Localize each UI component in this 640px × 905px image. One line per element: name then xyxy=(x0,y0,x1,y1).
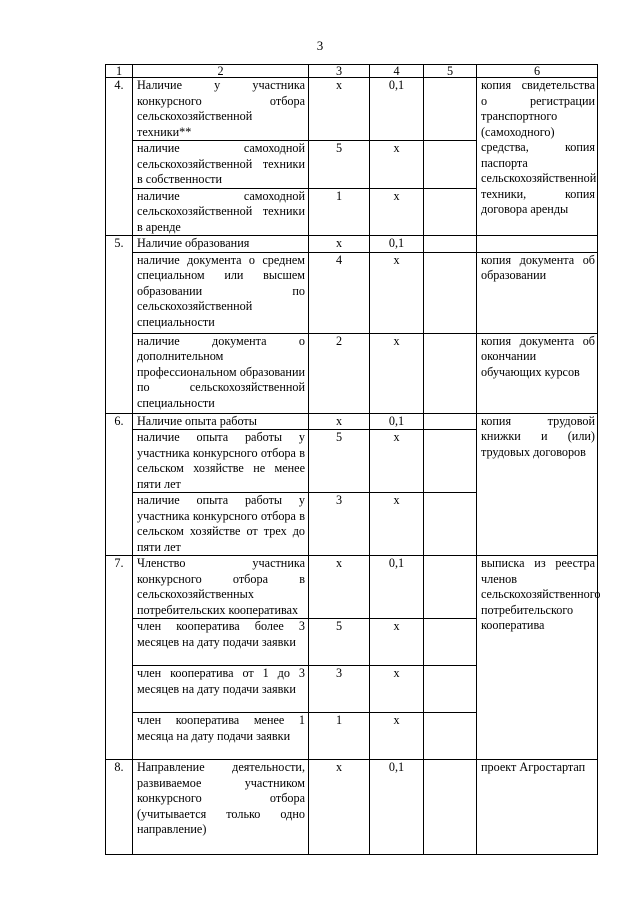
points-cell: 3 xyxy=(309,493,370,556)
criterion-cell: член кооператива более 3 месяцев на дату подачи заявки xyxy=(133,619,309,666)
score-cell xyxy=(424,760,477,855)
header-cell-1: 1 xyxy=(106,65,133,78)
criterion-cell: Членство участника конкурсного отбора в сельскохозяйственных потребительских кооперативах xyxy=(133,556,309,619)
coefficient-cell: х xyxy=(370,141,424,189)
documents-cell: копия документа об окончании обучающих курсов xyxy=(477,333,598,413)
documents-cell: копия свидетельства о регистрации транспортного (самоходного) средства, копия паспорта сельскохозяйственной техники, копия договора аренды xyxy=(477,78,598,236)
table-row xyxy=(106,236,598,253)
criteria-table xyxy=(105,64,601,855)
table-row xyxy=(106,556,598,619)
coefficient-cell: х xyxy=(370,713,424,760)
coefficient-cell: х xyxy=(370,493,424,556)
criterion-cell: Наличие образования xyxy=(133,236,309,253)
score-cell xyxy=(424,141,477,189)
score-cell xyxy=(424,188,477,236)
header-cell-2: 2 xyxy=(133,65,309,78)
coefficient-cell: х xyxy=(370,252,424,333)
row-number: 6. xyxy=(106,413,133,556)
table-row xyxy=(106,760,598,855)
criterion-cell: Наличие опыта работы xyxy=(133,413,309,430)
criterion-cell: наличие документа о среднем специальном или высшем образовании по сельскохозяйственной специальности xyxy=(133,252,309,333)
table-row xyxy=(106,333,598,413)
points-cell: х xyxy=(309,556,370,619)
score-cell xyxy=(424,713,477,760)
coefficient-cell: х xyxy=(370,619,424,666)
criterion-cell: наличие самоходной сельскохозяйственной техники в собственности xyxy=(133,141,309,189)
score-cell xyxy=(424,78,477,141)
documents-cell: проект Агростартап xyxy=(477,760,598,855)
points-cell: 5 xyxy=(309,141,370,189)
criterion-cell: наличие опыта работы у участника конкурсного отбора в сельском хозяйстве не менее пяти лет xyxy=(133,430,309,493)
documents-cell: выписка из реестра членов сельскохозяйственного потребительского кооператива xyxy=(477,556,598,760)
documents-cell xyxy=(477,236,598,253)
coefficient-cell: 0,1 xyxy=(370,760,424,855)
score-cell xyxy=(424,236,477,253)
criterion-cell: член кооператива от 1 до 3 месяцев на дату подачи заявки xyxy=(133,666,309,713)
coefficient-cell: 0,1 xyxy=(370,236,424,253)
criterion-cell: Направление деятельности, развиваемое участником конкурсного отбора (учитывается только одно направление) xyxy=(133,760,309,855)
table-row xyxy=(106,78,598,141)
points-cell: х xyxy=(309,413,370,430)
points-cell: 1 xyxy=(309,188,370,236)
coefficient-cell: 0,1 xyxy=(370,413,424,430)
points-cell: 5 xyxy=(309,619,370,666)
row-number: 7. xyxy=(106,556,133,760)
score-cell xyxy=(424,252,477,333)
points-cell: 3 xyxy=(309,666,370,713)
score-cell xyxy=(424,666,477,713)
documents-cell: копия трудовой книжки и (или) трудовых договоров xyxy=(477,413,598,556)
header-cell-4: 4 xyxy=(370,65,424,78)
criterion-cell: наличие самоходной сельскохозяйственной техники в аренде xyxy=(133,188,309,236)
documents-cell: копия документа об образовании xyxy=(477,252,598,333)
coefficient-cell: х xyxy=(370,430,424,493)
points-cell: х xyxy=(309,78,370,141)
points-cell: х xyxy=(309,236,370,253)
score-cell xyxy=(424,430,477,493)
score-cell xyxy=(424,333,477,413)
score-cell xyxy=(424,413,477,430)
row-number: 4. xyxy=(106,78,133,236)
page-number: 3 xyxy=(316,38,324,53)
criterion-cell: член кооператива менее 1 месяца на дату подачи заявки xyxy=(133,713,309,760)
score-cell xyxy=(424,556,477,619)
coefficient-cell: х xyxy=(370,666,424,713)
table-row xyxy=(106,413,598,430)
points-cell: 5 xyxy=(309,430,370,493)
criterion-cell: наличие документа о дополнительном профессиональном образовании по сельскохозяйственной специальности xyxy=(133,333,309,413)
criterion-cell: Наличие у участника конкурсного отбора сельскохозяйственной техники** xyxy=(133,78,309,141)
points-cell: 1 xyxy=(309,713,370,760)
header-cell-3: 3 xyxy=(309,65,370,78)
coefficient-cell: х xyxy=(370,333,424,413)
row-number: 8. xyxy=(106,760,133,855)
coefficient-cell: х xyxy=(370,188,424,236)
row-number: 5. xyxy=(106,236,133,414)
coefficient-cell: 0,1 xyxy=(370,556,424,619)
points-cell: 4 xyxy=(309,252,370,333)
header-row xyxy=(106,65,598,78)
score-cell xyxy=(424,493,477,556)
points-cell: х xyxy=(309,760,370,855)
criterion-cell: наличие опыта работы у участника конкурсного отбора в сельском хозяйстве от трех до пяти лет xyxy=(133,493,309,556)
header-cell-5: 5 xyxy=(424,65,477,78)
header-cell-6: 6 xyxy=(477,65,598,78)
table-row xyxy=(106,252,598,333)
coefficient-cell: 0,1 xyxy=(370,78,424,141)
score-cell xyxy=(424,619,477,666)
points-cell: 2 xyxy=(309,333,370,413)
